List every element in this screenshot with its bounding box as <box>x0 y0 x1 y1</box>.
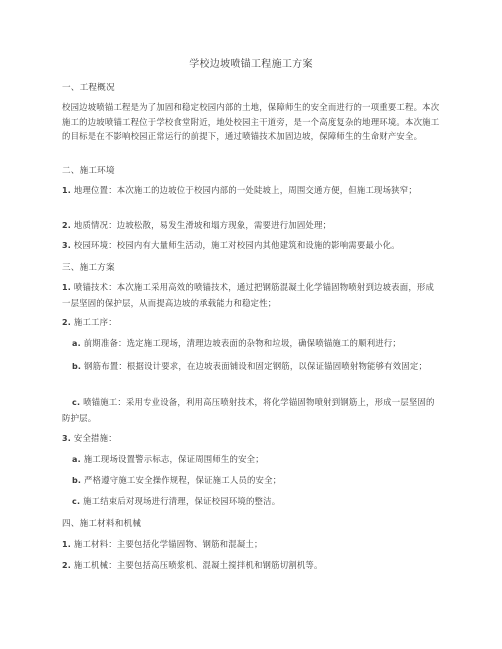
item-text: 钢筋布置：根据设计要求，在边坡表面铺设和固定钢筋，以保证锚固喷射物能够有效固定； <box>84 361 428 371</box>
item-text: 喷锚施工：采用专业设备，利用高压喷射技术，将化学锚固物喷射到钢筋上，形成一层坚固的防护层。 <box>62 397 435 423</box>
item-number: b. <box>72 476 82 485</box>
document-title: 学校边坡喷锚工程施工方案 <box>189 59 313 70</box>
section-heading-environment: 二、施工环境 <box>62 166 115 176</box>
materials-item-1 <box>62 537 442 553</box>
plan-step-c <box>62 395 442 425</box>
item-number: c. <box>72 398 81 407</box>
item-number: 3. <box>62 434 72 443</box>
environment-item-1 <box>62 183 442 199</box>
environment-item-3 <box>62 238 442 254</box>
item-text: 施工材料：主要包括化学锚固物、钢筋和混凝土； <box>73 539 263 549</box>
section-heading-overview: 一、工程概况 <box>62 83 115 93</box>
section-heading-plan: 三、施工方案 <box>62 263 115 273</box>
safety-step-b <box>72 473 442 489</box>
materials-item-2 <box>62 558 442 574</box>
item-text: 施工结束后对现场进行清理，保证校园环境的整洁。 <box>83 496 281 506</box>
environment-item-2 <box>62 218 442 234</box>
item-number: 2. <box>62 221 72 230</box>
section-heading-materials: 四、施工材料和机械 <box>62 519 142 529</box>
item-number: 2. <box>62 318 72 327</box>
item-text: 施工机械：主要包括高压喷浆机、混凝土搅拌机和钢筋切割机等。 <box>73 560 323 570</box>
safety-step-c <box>72 494 442 510</box>
safety-step-a <box>72 452 442 468</box>
plan-item-1 <box>62 280 442 310</box>
item-number: 3. <box>62 241 72 250</box>
item-text: 地质情况：边坡松散，易发生滑坡和塌方现象，需要进行加固处理； <box>73 220 332 230</box>
item-number: 1. <box>62 283 72 292</box>
item-text: 安全措施： <box>73 433 117 443</box>
plan-item-3 <box>62 431 442 447</box>
overview-paragraph: 校园边坡喷锚工程是为了加固和稳定校园内部的土地，保障师生的安全而进行的一项重要工程。本次施工的边坡喷锚工程位于学校食堂附近，地处校园主干道旁，是一个高度复杂的地理环境。本次施工的目标是在不影响校园正常运行的前提下，通过喷锚技术加固边坡，保障师生的生命财产安全。 <box>62 102 440 141</box>
plan-step-a <box>72 336 442 352</box>
item-text: 施工现场设置警示标志，保证周围师生的安全； <box>83 454 264 464</box>
item-number: c. <box>72 497 81 506</box>
item-text: 施工工序： <box>73 317 117 327</box>
plan-item-2 <box>62 315 442 331</box>
item-text: 地理位置：本次施工的边坡位于校园内部的一处陡坡上，周围交通方便，但施工现场狭窄； <box>73 185 417 195</box>
item-number: 1. <box>62 540 72 549</box>
item-number: a. <box>72 455 81 464</box>
item-number: 1. <box>62 186 72 195</box>
item-number: 2. <box>62 561 72 570</box>
item-text: 前期准备：选定施工现场，清理边坡表面的杂物和垃圾，确保喷锚施工的顺利进行； <box>83 338 401 348</box>
item-text: 喷锚技术：本次施工采用高效的喷锚技术，通过把钢筋混凝土化学锚固物喷射到边坡表面，形成一层坚固的保护层，从而提高边坡的承载能力和稳定性； <box>62 282 435 308</box>
plan-step-b <box>62 359 442 375</box>
item-text: 校园环境：校园内有大量师生活动，施工对校园内其他建筑和设施的影响需要最小化。 <box>73 240 400 250</box>
item-number: a. <box>72 339 81 348</box>
item-text: 严格遵守施工安全操作规程，保证施工人员的安全； <box>84 475 282 485</box>
item-number: b. <box>72 362 82 371</box>
